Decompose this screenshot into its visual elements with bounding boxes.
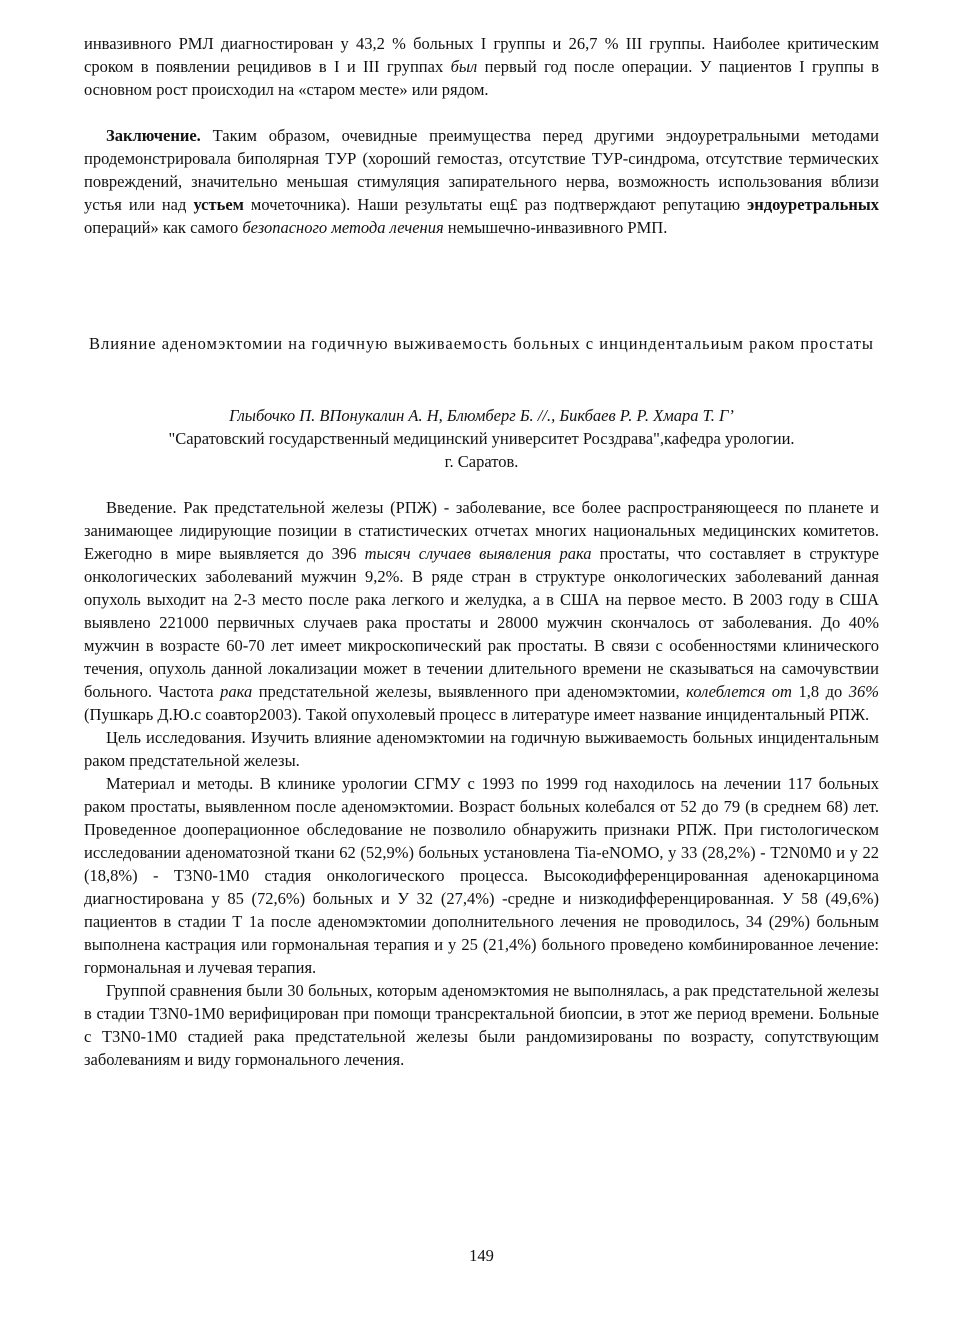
affiliation: "Саратовский государственный медицинский университет Росздрава",кафедра урологии.: [168, 429, 795, 448]
conclusion-bold-word-1: устьем: [193, 195, 244, 214]
article-body: [84, 496, 879, 1071]
intro-text-b: простаты, что составляет в структуре онкологических заболеваний мужчин 9,2%. В ряде стран в структуре онкологических заболеваний данная опухоль выходит на 2-3 место после рака легкого и желудка, а в США на первое место. В 2003 году в США выявлено 221000 первичных случаев рака простаты и 28000 мужчин скончалось от заболевания. До 40% мужчин в возрасте 60-70 лет имеет микроскопический рак простаты. В связи с особенностями клинического течения, опухоль данной локализации может в течении длительного времени не сказываться на самочувствии больного. Частота: [84, 544, 879, 701]
article-byline: [84, 404, 879, 473]
city: г. Саратов.: [444, 452, 519, 471]
conclusion-bold-word-2: эндоуретральных: [747, 195, 880, 214]
comparison-paragraph: Группой сравнения были 30 больных, которым аденомэктомия не выполнялась, а рак предстательной железы в стадии T3N0-1M0 верифицирован при помощи трансректальной биопсии, в этот же период времени. Больные с T3N0-1M0 стадией рака предстательной железы были рандомизированы по возрасту, сопутствующим заболеваниям и виду гормонального лечения.: [84, 981, 879, 1069]
intro-italic-3: колеблется от: [686, 682, 792, 701]
article-title: Влияние аденомэктомии на годичную выживаемость больных с инциндентальиым раком простаты: [88, 334, 874, 353]
results-text: инвазивного РМЛ диагностирован у 43,2 % больных I группы и 26,7 % III группы. Наиболее критическим сроком в появлении рецидивов в I и III группах: [84, 34, 879, 76]
intro-italic-1: тысяч случаев выявления рака: [364, 544, 592, 563]
intro-text-d: 1,8 до: [791, 682, 849, 701]
conclusion-paragraph: [84, 124, 879, 239]
conclusion-label: Заключение.: [106, 126, 201, 145]
conclusion-text-2: мочеточника). Наши результаты ещ£ раз подтверждают репутацию: [243, 195, 748, 214]
intro-text-e: (Пушкарь Д.Ю.с соавтор2003). Такой опухолевый процесс в литературе имеет название инцидентальный РПЖ.: [84, 705, 870, 724]
methods-paragraph: Материал и методы. В клинике урологии СГМУ с 1993 по 1999 год находилось на лечении 117 больных раком простаты, выявленном после аденомэктомии. Возраст больных колебался от 52 до 79 (в среднем 68) лет. Проведенное дооперационное обследование не позволило обнаружить признаки РПЖ. При гистологическом исследовании аденоматозной ткани 62 (52,9%) больных установлена Tia-eNOMO, у 33 (28,2%) - T2N0M0 и у 22 (18,8%) - T3N0-1M0 стадия онкологического процесса. Высокодифференцированная аденокарцинома диагностирована у 85 (72,6%) больных и У 32 (27,4%) -средне и низкодифференцированная. У 58 (49,6%) пациентов в стадии Т 1а после аденомэктомии дополнительного лечения не проводилось, 34 (29%) больным выполнена кастрация или гормональная терапия и у 25 (21,4%) больного проведено комбинированное лечение: гормональная и лучевая терапия.: [84, 774, 879, 977]
authors: Глыбочко П. ВПонукалин А. Н, Блюмберг Б. //., Бикбаев Р. Р. Хмара Т. Г’: [229, 406, 734, 425]
conclusion-text-4: немышечно-инвазивного РМП.: [443, 218, 668, 237]
results-text-end: первый год после операции. У пациентов I группы в основном рост происходил на «старом месте» или рядом.: [84, 57, 879, 99]
introduction-paragraph: [84, 496, 879, 726]
page-number: 149: [469, 1246, 494, 1265]
previous-article-results-paragraph: [84, 32, 879, 101]
intro-italic-4: 36%: [848, 682, 879, 701]
intro-text-a: Введение. Рак предстательной железы (РПЖ) - заболевание, все более распространяющееся по планете и занимающее лидирующие позиции в статистических отчетах многих национальных медицинских комитетов. Ежегодно в мире выявляется до 396: [84, 498, 879, 563]
aim-paragraph: Цель исследования. Изучить влияние аденомэктомии на годичную выживаемость больных инцидентальным раком предстательной железы.: [84, 728, 879, 770]
results-italic-text: был: [450, 57, 478, 76]
conclusion-italic-phrase: безопасного метода лечения: [242, 218, 444, 237]
conclusion-text-1: Таким образом, очевидные преимущества перед другими эндоуретральными методами продемонстрировала биполярная ТУР (хороший гемостаз, отсутствие ТУР-синдрома, отсутствие термических повреждений, значительно меньшая стимуляция запирательного нерва, возможность использования вблизи устья или над: [84, 126, 879, 214]
intro-italic-2: рака: [220, 682, 253, 701]
conclusion-text-3: операций» как самого: [84, 218, 243, 237]
intro-text-c: предстательной железы, выявленного при аденомэктомии,: [252, 682, 687, 701]
